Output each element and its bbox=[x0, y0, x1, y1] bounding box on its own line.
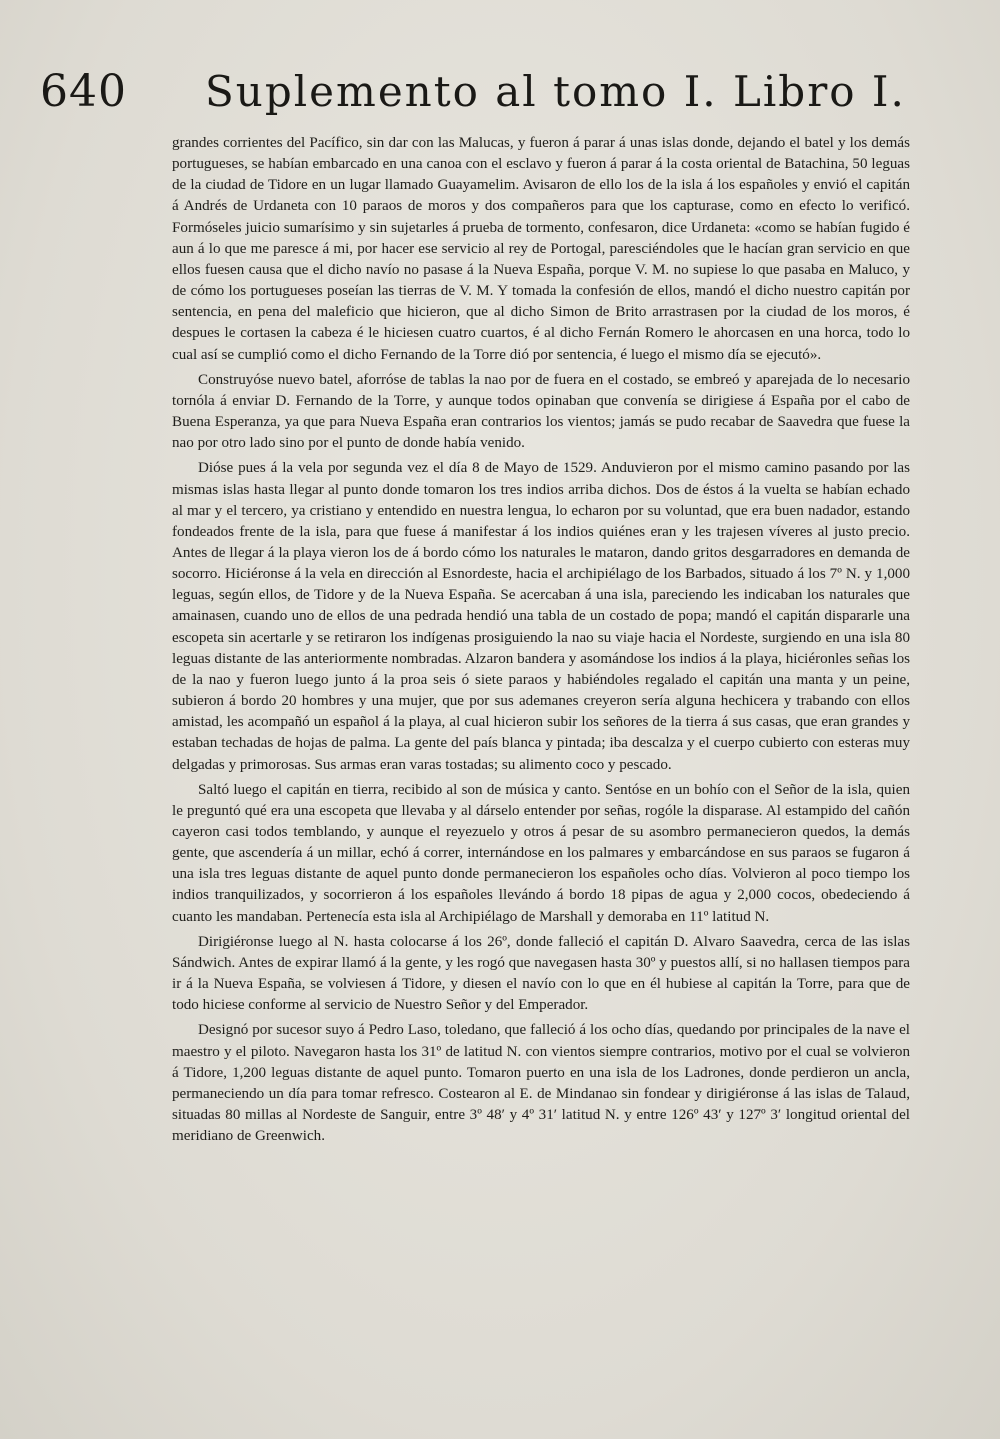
paragraph-3: Dióse pues á la vela por segunda vez el día 8 de Mayo de 1529. Anduvieron por el mismo camino pasando por las mismas islas hasta llegar al punto donde tomaron los tres indios arriba dichos. Dos de éstos á la vuelta se habían echado al mar y el tercero, ya cristiano y entendido en nuestra lengua, lo echaron por su voluntad, que era buen nadador, estando fondeados frente de la isla, para que fuese á manifestar á los indios quiénes eran y les trajesen víveres al justo precio. Antes de llegar á la playa vieron los de á bordo cómo los naturales le mataron, dando gritos desgarradores en demanda de socorro. Hiciéronse á la vela en dirección al Esnordeste, hacia el archipiélago de los Barbados, situado á los 7º N. y 1,000 leguas, según ellos, de Tidore y de la Nueva España. Se acercaban á una isla, pareciendo les indicaban los naturales que amainasen, cuando uno de ellos de una pedrada hendió una tabla de un costado de popa; mandó el capitán dispararle una escopeta sin acertarle y se retiraron los indígenas prosiguiendo la nao su viaje hacia el Nordeste, surgiendo en una isla 80 leguas distante de las anteriormente nombradas. Alzaron bandera y asomándose los indios á la playa, hiciéronles señas los de la nao y fueron luego junto á la proa seis ó siete paraos y habiéndoles regalado el capitán una manta y un peine, subieron á bordo 20 hombres y una mujer, que por sus ademanes creyeron sería alguna hechicera y trabando con ellos amistad, les acompañó un español á la playa, al cual hicieron subir los señores de la tierra á sus casas, que eran grandes y estaban techadas de hojas de palma. La gente del país blanca y pintada; iba descalza y el cuerpo cubierto con esteras muy delgadas y primorosas. Sus armas eran varas tostadas; su alimento coco y pescado. bbox=[172, 460, 910, 773]
body-text bbox=[172, 133, 910, 1151]
page-number: 640 bbox=[40, 66, 127, 117]
page-header bbox=[30, 62, 970, 132]
running-title: Suplemento al tomo I. Libro I. bbox=[205, 67, 906, 116]
paragraph-1: grandes corrientes del Pacífico, sin dar con las Malucas, y fueron á parar á unas islas donde, dejando el batel y los demás portugueses, se habían embarcado en una canoa con el esclavo y fueron á parar á la costa oriental de Batachina, 50 leguas de la ciudad de Tidore en un lugar llamado Guayamelim. Avisaron de ello los de la isla á los españoles y envió el capitán á Andrés de Urdaneta con 10 paraos de moros y dos compañeros para que los capturase, como en efecto lo verificó. Formóseles juicio sumarísimo y sin sujetarles á prueba de tormento, confesaron, dice Urdaneta: «como se habían fugido é aun á lo que me paresce á mi, por hacer ese servicio al rey de Portogal, paresciéndoles que le hacían gran servicio en que ellos fuesen causa que el dicho navío no pasase á la Nueva España, porque V. M. no supiese lo que pasaba en Maluco, y de cómo los portugueses poseían las tierras de V. M. Y tomada la confesión de ellos, mandó el dicho nuestro capitán por sentencia, en pena del maleficio que hicieron, que al dicho Simon de Brito arrastrasen por la ciudad de los moros, é despues le cortasen la cabeza é le hiciesen cuatro cuartos, é al dicho Fernán Romero le ahorcasen en una horca, todo lo cual así se cumplió como el dicho Fernando de la Torre dió por sentencia, é luego el mismo día se ejecutó». bbox=[172, 135, 910, 363]
paragraph-2: Construyóse nuevo batel, aforróse de tablas la nao por de fuera en el costado, se embreó y aparejada de lo necesario tornóla á enviar D. Fernando de la Torre, y aunque todos opinaban que convenía se dirigiese á España por el cabo de Buena Esperanza, ya que para Nueva España eran contrarios los vientos; jamás se pudo recabar de Saavedra que fuese la nao por otro lado sino por el punto de donde había venido. bbox=[172, 371, 910, 452]
paragraph-5: Dirigiéronse luego al N. hasta colocarse á los 26º, donde falleció el capitán D. Alvaro Saavedra, cerca de las islas Sándwich. Antes de expirar llamó á la gente, y les rogó que navegasen hasta 30º y puestos allí, si no hallasen tiempos para ir á la Nueva España, se volviesen á Tidore, y diesen el navío con lo que en él hubiese al capitán la Torre, para que de todo hiciese conforme al servicio de Nuestro Señor y del Emperador. bbox=[172, 933, 910, 1014]
paragraph-6: Designó por sucesor suyo á Pedro Laso, toledano, que falleció á los ocho días, quedando por principales de la nave el maestro y el piloto. Navegaron hasta los 31º de latitud N. con vientos siempre contrarios, motivo por el cual se volvieron á Tidore, 1,200 leguas distante de aquel punto. Tomaron puerto en una isla de los Ladrones, donde perdieron un ancla, permaneciendo un día para tomar refresco. Costearon al E. de Mindanao sin fondear y dirigiéronse á las islas de Talaud, situadas 80 millas al Nordeste de Sanguir, entre 3º 48′ y 4º 31′ latitud N. y entre 126º 43′ y 127º 3′ longitud oriental del meridiano de Greenwich. bbox=[172, 1022, 910, 1145]
paragraph-4: Saltó luego el capitán en tierra, recibido al son de música y canto. Sentóse en un bohío con el Señor de la isla, quien le preguntó qué era una escopeta que llevaba y al dárselo entender por señas, rogóle la disparase. Al estampido del cañón cayeron casi todos temblando, y aunque el reyezuelo y otros á pesar de su asombro permanecieron quedos, la demás gente, que ascendería á un millar, echó á correr, internándose en los palmares y embarcándose en sus paraos se fugaron á una isla tres leguas distante de aquel punto donde permanecieron los españoles ocho días. Volvieron al poco tiempo los indios tranquilizados, y socorrieron á los españoles llevándo á bordo 18 pipas de agua y 2,000 cocos, obedeciendo á cuanto les mandaban. Pertenecía esta isla al Archipiélago de Marshall y demoraba en 11º latitud N. bbox=[172, 781, 910, 925]
